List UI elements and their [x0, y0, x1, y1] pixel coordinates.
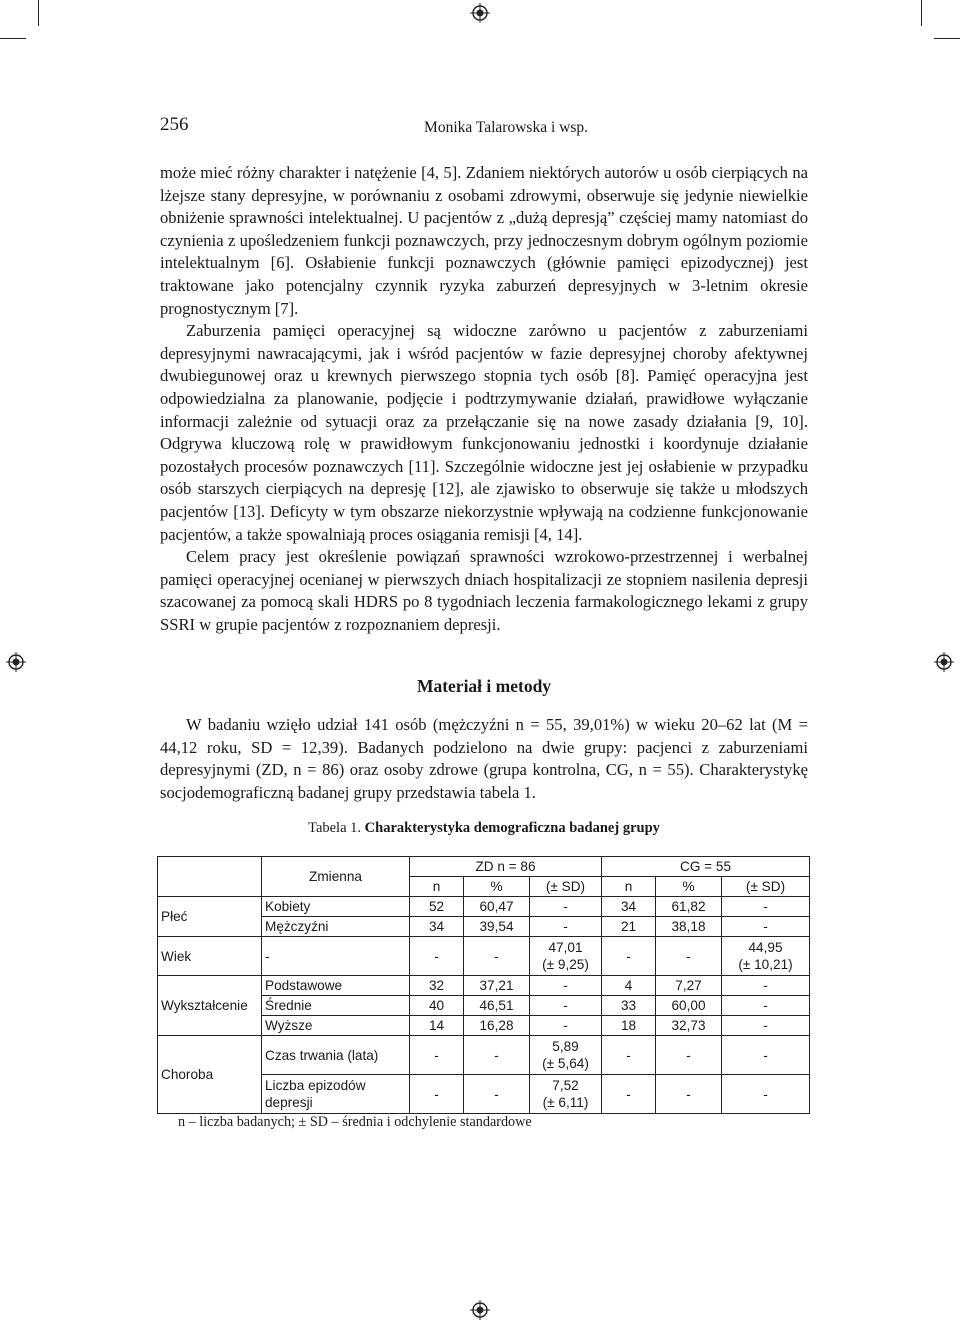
table-cell: - — [262, 937, 410, 976]
table-cell: - — [722, 917, 810, 937]
table-cell: 60,47 — [464, 897, 530, 917]
sd-value: (± 9,25) — [542, 957, 589, 972]
table-cell: - — [656, 1036, 722, 1075]
table-cell: - — [530, 1016, 602, 1036]
table-cell: 7,27 — [656, 976, 722, 996]
header-group-cg: CG = 55 — [602, 857, 810, 877]
row-sublabel: Liczba epizodów depresji — [262, 1075, 410, 1114]
table-cell: - — [722, 976, 810, 996]
table-footnote: n – liczba badanych; ± SD – średnia i odchylenie standardowe — [178, 1114, 532, 1130]
row-sublabel: Mężczyźni — [262, 917, 410, 937]
table-cell: - — [656, 1075, 722, 1114]
table-cell: 14 — [410, 1016, 464, 1036]
table-row — [158, 897, 810, 917]
table-cell: 39,54 — [464, 917, 530, 937]
row-label-plec: Płeć — [158, 897, 262, 937]
table-cell: - — [722, 897, 810, 917]
table-cell: 34 — [410, 917, 464, 937]
table-row — [158, 857, 810, 877]
table-cell: - — [410, 1075, 464, 1114]
table-cell: - — [602, 1075, 656, 1114]
table-cell: - — [464, 1075, 530, 1114]
mean-value: 5,89 — [552, 1039, 579, 1054]
sd-value: (± 6,11) — [542, 1095, 589, 1110]
row-label-wyksztalcenie: Wykształcenie — [158, 976, 262, 1036]
table-row — [158, 1036, 810, 1075]
table-cell: 37,21 — [464, 976, 530, 996]
crop-mark — [38, 0, 39, 26]
table-cell: - — [722, 1036, 810, 1075]
methods-text — [160, 714, 808, 804]
table-row — [158, 877, 810, 897]
table-cell: - — [656, 937, 722, 976]
sd-value: (± 5,64) — [542, 1056, 589, 1071]
header-n: n — [410, 877, 464, 897]
table-cell: 46,51 — [464, 996, 530, 1016]
sd-value: (± 10,21) — [738, 957, 793, 972]
table-cell: 40 — [410, 996, 464, 1016]
body-text — [160, 162, 808, 636]
table-cell: 32 — [410, 976, 464, 996]
header-sd: (± SD) — [722, 877, 810, 897]
table-cell: - — [530, 917, 602, 937]
row-sublabel: Wyższe — [262, 1016, 410, 1036]
table-cell: 33 — [602, 996, 656, 1016]
row-label-wiek: Wiek — [158, 937, 262, 976]
table-cell — [158, 877, 262, 897]
paragraph: może mieć różny charakter i natężenie [4, 5]. Zdaniem niektórych autorów u osób cierpiących na lżejsze stany depresyjne, w porównaniu z osobami zdrowymi, obserwuje się jedynie niewielkie obniżenie sprawności intelektualnej. U pacjentów z „dużą depresją” częściej mamy natomiast do czynienia z upośledzeniem funkcji poznawczych, przy jednoczesnym dobrym ogólnym poziomie intelektualnym [6]. Osłabienie funkcji poznawczych (głównie pamięci epizodycznej) jest traktowane jako potencjalny czynnik ryzyka zaburzeń depresyjnych w 3-letnim okresie prognostycznym [7]. — [160, 163, 808, 318]
table-cell: - — [722, 1016, 810, 1036]
row-sublabel: Czas trwania (lata) — [262, 1036, 410, 1075]
registration-mark-icon — [470, 1300, 490, 1320]
crop-mark — [934, 38, 960, 39]
table-cell: - — [530, 897, 602, 917]
table-cell — [530, 1075, 602, 1114]
paragraph: W badaniu wzięło udział 141 osób (mężczyźni n = 55, 39,01%) w wieku 20–62 lat (M = 44,12 roku, SD = 12,39). Badanych podzielono na dwie grupy: pacjenci z zaburzeniami depresyjnymi (ZD, n = 86) oraz osoby zdrowe (grupa kontrolna, CG, n = 55). Charakterystykę socjodemograficzną badanej grupy przedstawia tabela 1. — [160, 715, 808, 802]
table-cell: 32,73 — [656, 1016, 722, 1036]
mean-value: 44,95 — [748, 940, 783, 955]
header-variable: Zmienna — [262, 857, 410, 897]
crop-mark — [921, 0, 922, 26]
mean-value: 47,01 — [548, 940, 583, 955]
page-number: 256 — [160, 114, 189, 135]
row-sublabel: Podstawowe — [262, 976, 410, 996]
table-cell: 34 — [602, 897, 656, 917]
table-cell: - — [410, 1036, 464, 1075]
table-cell: 60,00 — [656, 996, 722, 1016]
header-group-zd: ZD n = 86 — [410, 857, 602, 877]
table-cell: - — [410, 937, 464, 976]
table-cell: - — [602, 1036, 656, 1075]
table-cell: 52 — [410, 897, 464, 917]
table-cell — [722, 937, 810, 976]
crop-mark — [0, 38, 26, 39]
table-row — [158, 937, 810, 976]
table-cell — [530, 1036, 602, 1075]
table-cell: 21 — [602, 917, 656, 937]
table-cell: - — [464, 1036, 530, 1075]
header-pct: % — [656, 877, 722, 897]
demographics-table — [157, 856, 810, 1114]
table-cell: 4 — [602, 976, 656, 996]
registration-mark-icon — [470, 3, 490, 23]
table-row — [158, 976, 810, 996]
header-pct: % — [464, 877, 530, 897]
section-heading: Materiał i metody — [416, 676, 552, 696]
table-cell: - — [464, 937, 530, 976]
table-cell — [530, 937, 602, 976]
header-sd: (± SD) — [530, 877, 602, 897]
row-sublabel: Średnie — [262, 996, 410, 1016]
table-cell: 18 — [602, 1016, 656, 1036]
row-sublabel: Kobiety — [262, 897, 410, 917]
table-cell: 16,28 — [464, 1016, 530, 1036]
row-label-choroba: Choroba — [158, 1036, 262, 1114]
paragraph: Celem pracy jest określenie powiązań sprawności wzrokowo-przestrzennej i werbalnej pamięci operacyjnej ocenianej w pierwszych dniach hospitalizacji ze stopniem nasilenia depresji szacowanej za pomocą skali HDRS po 8 tygodniach leczenia farmakologicznego lekami z grupy SSRI w grupie pacjentów z rozpoznaniem depresji. — [160, 547, 808, 634]
running-head — [160, 114, 808, 144]
table-cell: - — [602, 937, 656, 976]
paragraph: Zaburzenia pamięci operacyjnej są widoczne zarówno u pacjentów z zaburzeniami depresyjnymi nawracającymi, jak i wśród pacjentów w fazie depresyjnej choroby afektywnej dwubiegunowej oraz u krewnych pierwszego stopnia tych osób [8]. Pamięć operacyjna jest odpowiedzialna za planowanie, podjęcie i podtrzymywanie działań, prawidłowe wyłączanie informacji zależnie od sytuacji oraz za przełączanie się na nowe zasady działania [9, 10]. Odgrywa kluczową rolę w prawidłowym funkcjonowaniu jednostki i koordynuje działanie pozostałych procesów poznawczych [11]. Szczególnie widoczne jest jej osłabienie w przypadku osób starszych cierpiących na depresję [12], ale zjawisko to obserwuje się także u młodszych pacjentów [13]. Deficyty w tym obszarze niekorzystnie wpływają na codzienne funkcjonowanie pacjentów, a także spowalniają proces osiągania remisji [4, 14]. — [160, 321, 808, 544]
table-cell: 38,18 — [656, 917, 722, 937]
table-caption-label: Tabela 1. — [308, 820, 362, 836]
table-caption — [160, 820, 808, 837]
table-cell: - — [530, 996, 602, 1016]
table-cell: 61,82 — [656, 897, 722, 917]
running-title: Monika Talarowska i wsp. — [424, 119, 588, 136]
table-cell: - — [722, 1075, 810, 1114]
header-n: n — [602, 877, 656, 897]
table-cell: - — [722, 996, 810, 1016]
table-cell: - — [530, 976, 602, 996]
registration-mark-icon — [934, 652, 954, 672]
registration-mark-icon — [6, 652, 26, 672]
table-caption-title: Charakterystyka demograficzna badanej grupy — [364, 820, 660, 836]
table-cell — [158, 857, 262, 877]
mean-value: 7,52 — [552, 1078, 579, 1093]
